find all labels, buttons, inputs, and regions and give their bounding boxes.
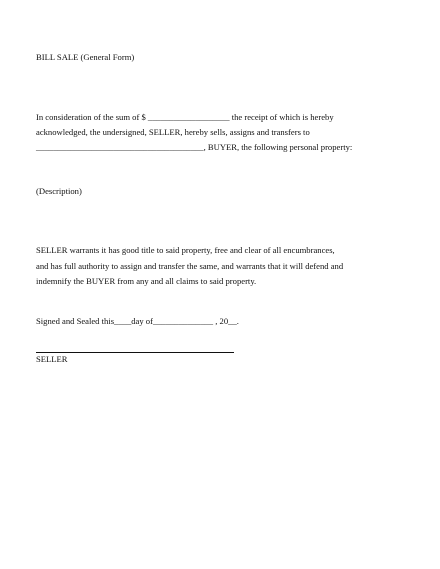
consideration-line-3: _______________________________________, BUYER, the following personal property: [36,142,353,152]
document-title: BILL SALE (General Form) [36,52,135,62]
signed-and-sealed-line: Signed and Sealed this____day of______________ , 20__. [36,316,239,326]
consideration-line-2: acknowledged, the undersigned, SELLER, hereby sells, assigns and transfers to [36,127,310,137]
consideration-line-1: In consideration of the sum of $ ___________________ the receipt of which is hereby [36,112,334,122]
warranty-line-1: SELLER warrants it has good title to said property, free and clear of all encumbrances, [36,245,335,255]
warranty-line-2: and has full authority to assign and transfer the same, and warrants that it will defend and [36,261,344,271]
warranty-line-3: indemnify the BUYER from any and all claims to said property. [36,276,257,286]
description-label: (Description) [36,186,82,196]
signature-line [36,352,234,353]
seller-signature-label: SELLER [36,354,68,364]
